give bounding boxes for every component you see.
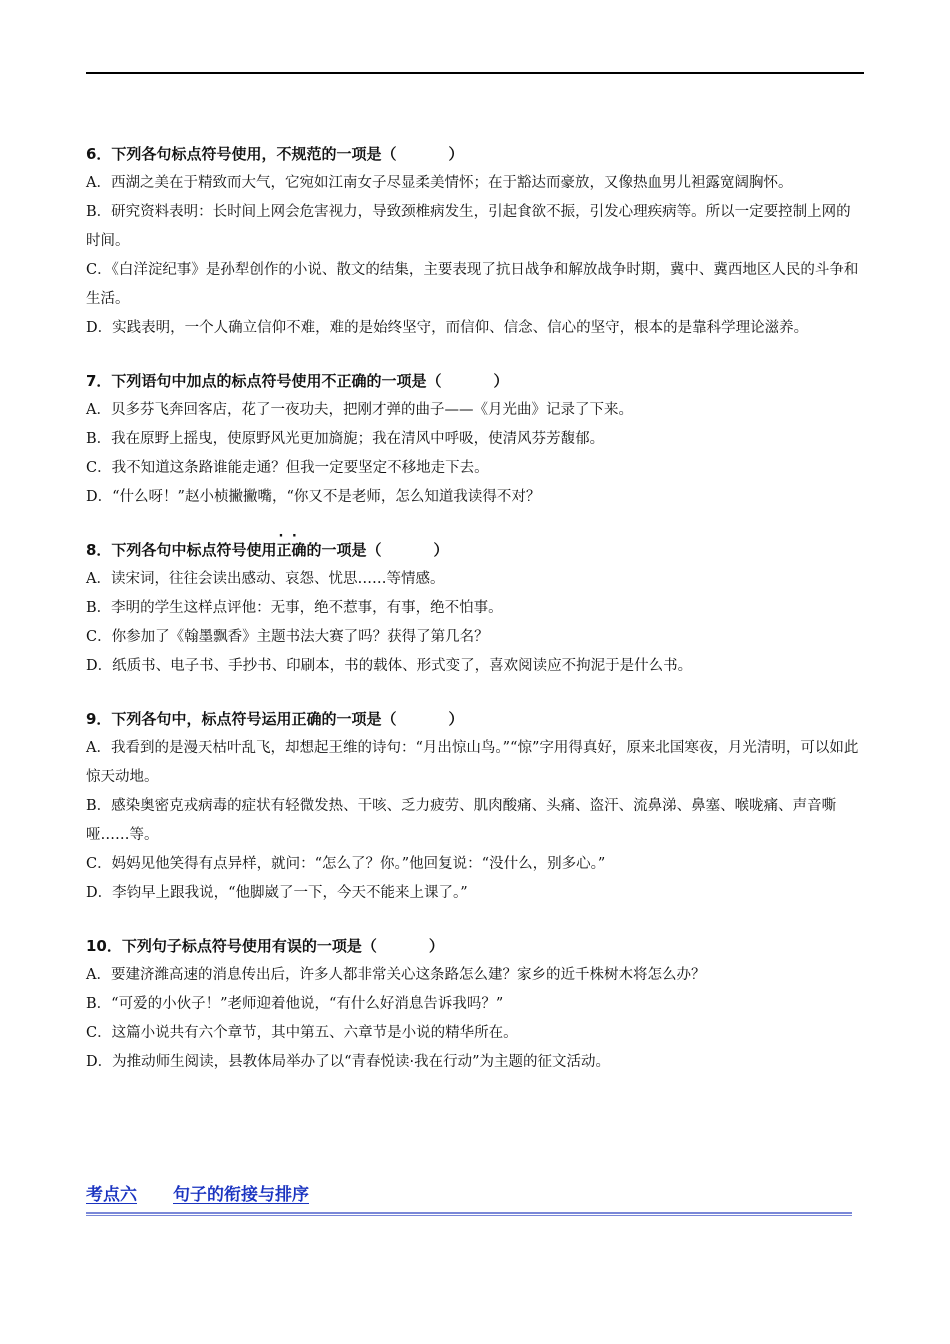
question-list <box>86 140 862 1101</box>
question-stem: 7．下列语句中加点的标点符号使用不正确的一项是（ ） <box>86 372 509 390</box>
option-d: D．为推动师生阅读，县教体局举办了以“青春悦读·我在行动”为主题的征文活动。 <box>86 1054 611 1070</box>
question-6 <box>86 140 862 343</box>
question-stem: 9．下列各句中，标点符号运用正确的一项是（ ） <box>86 710 464 728</box>
option-a: A．贝多芬飞奔回客店，花了一夜功夫，把刚才弹的曲子——《月光曲》记录了下来。 <box>86 402 633 418</box>
option-a: A．西湖之美在于精致而大气，它宛如江南女子尽显柔美情怀；在于豁达而豪放，又像热血男儿袒露宽阔胸怀。 <box>86 175 793 191</box>
option-c: C．我不知道这条路谁能走通？但我一定要坚定不移地走下去。 <box>86 460 489 476</box>
option-a: A．要建济潍高速的消息传出后，许多人都非常关心这条路怎么建？家乡的近千株树木将怎么办？ <box>86 967 706 983</box>
option-c: C．你参加了《翰墨飘香》主题书法大赛了吗？获得了第几名？ <box>86 629 489 645</box>
question-10 <box>86 932 862 1077</box>
option-c: C．妈妈见他笑得有点异样，就问：“怎么了？你。”他回复说：“没什么，别多心。” <box>86 856 606 872</box>
question-8 <box>86 536 862 681</box>
section-name: 句子的衔接与排序 <box>173 1185 309 1205</box>
option-d: D．实践表明，一个人确立信仰不难，难的是始终坚守，而信仰、信念、信心的坚守，根本的是靠科学理论滋养。 <box>86 320 809 336</box>
option-b: B．研究资料表明：长时间上网会危害视力，导致颈椎病发生，引起食欲不振，引发心理疾病等。所以一定要控制上网的时间。 <box>86 204 851 249</box>
option-c: C．《白洋淀纪事》是孙犁创作的小说、散文的结集，主要表现了抗日战争和解放战争时期，冀中、冀西地区人民的斗争和生活。 <box>86 262 859 307</box>
option-b: B．我在原野上摇曳，使原野风光更加旖旎；我在清风中呼吸，使清风芬芳馥郁。 <box>86 431 605 447</box>
option-c: C．这篇小说共有六个章节，其中第五、六章节是小说的精华所在。 <box>86 1025 518 1041</box>
question-7 <box>86 367 862 512</box>
emphasis-dots: · · 正确 <box>276 536 306 565</box>
section-rule <box>86 1212 852 1216</box>
option-d: D．李钧早上跟我说，“他脚崴了一下，今天不能来上课了。” <box>86 885 468 901</box>
question-stem: 6．下列各句标点符号使用，不规范的一项是（ ） <box>86 145 464 163</box>
option-d: D．“什么呀！”赵小桢撇撇嘴，“你又不是老师，怎么知道我读得不对？ <box>86 489 541 505</box>
question-9 <box>86 705 862 908</box>
section-title <box>86 1180 852 1210</box>
question-stem: 10．下列句子标点符号使用有误的一项是（ ） <box>86 937 444 955</box>
option-b: B．李明的学生这样点评他：无事，绝不惹事，有事，绝不怕事。 <box>86 600 503 616</box>
option-b: B．“可爱的小伙子！”老师迎着他说，“有什么好消息告诉我吗？” <box>86 996 504 1012</box>
option-a: A．我看到的是漫天枯叶乱飞，却想起王维的诗句：“月出惊山鸟。”“惊”字用得真好，原来北国寒夜，月光清明，可以如此惊天动地。 <box>86 740 859 785</box>
question-stem: 8．下列各句中标点符号使用· · 正确的一项是（ ） <box>86 536 862 565</box>
section-heading <box>86 1180 852 1216</box>
option-a: A．读宋词，往往会读出感动、哀怨、忧思……等情感。 <box>86 571 445 587</box>
option-d: D．纸质书、电子书、手抄书、印刷本，书的载体、形式变了，喜欢阅读应不拘泥于是什么书。 <box>86 658 693 674</box>
option-b: B．感染奥密克戎病毒的症状有轻微发热、干咳、乏力疲劳、肌肉酸痛、头痛、盗汗、流鼻涕、鼻塞、喉咙痛、声音嘶哑……等。 <box>86 798 837 843</box>
section-label: 考点六 <box>86 1185 137 1205</box>
header-rule <box>86 72 864 74</box>
